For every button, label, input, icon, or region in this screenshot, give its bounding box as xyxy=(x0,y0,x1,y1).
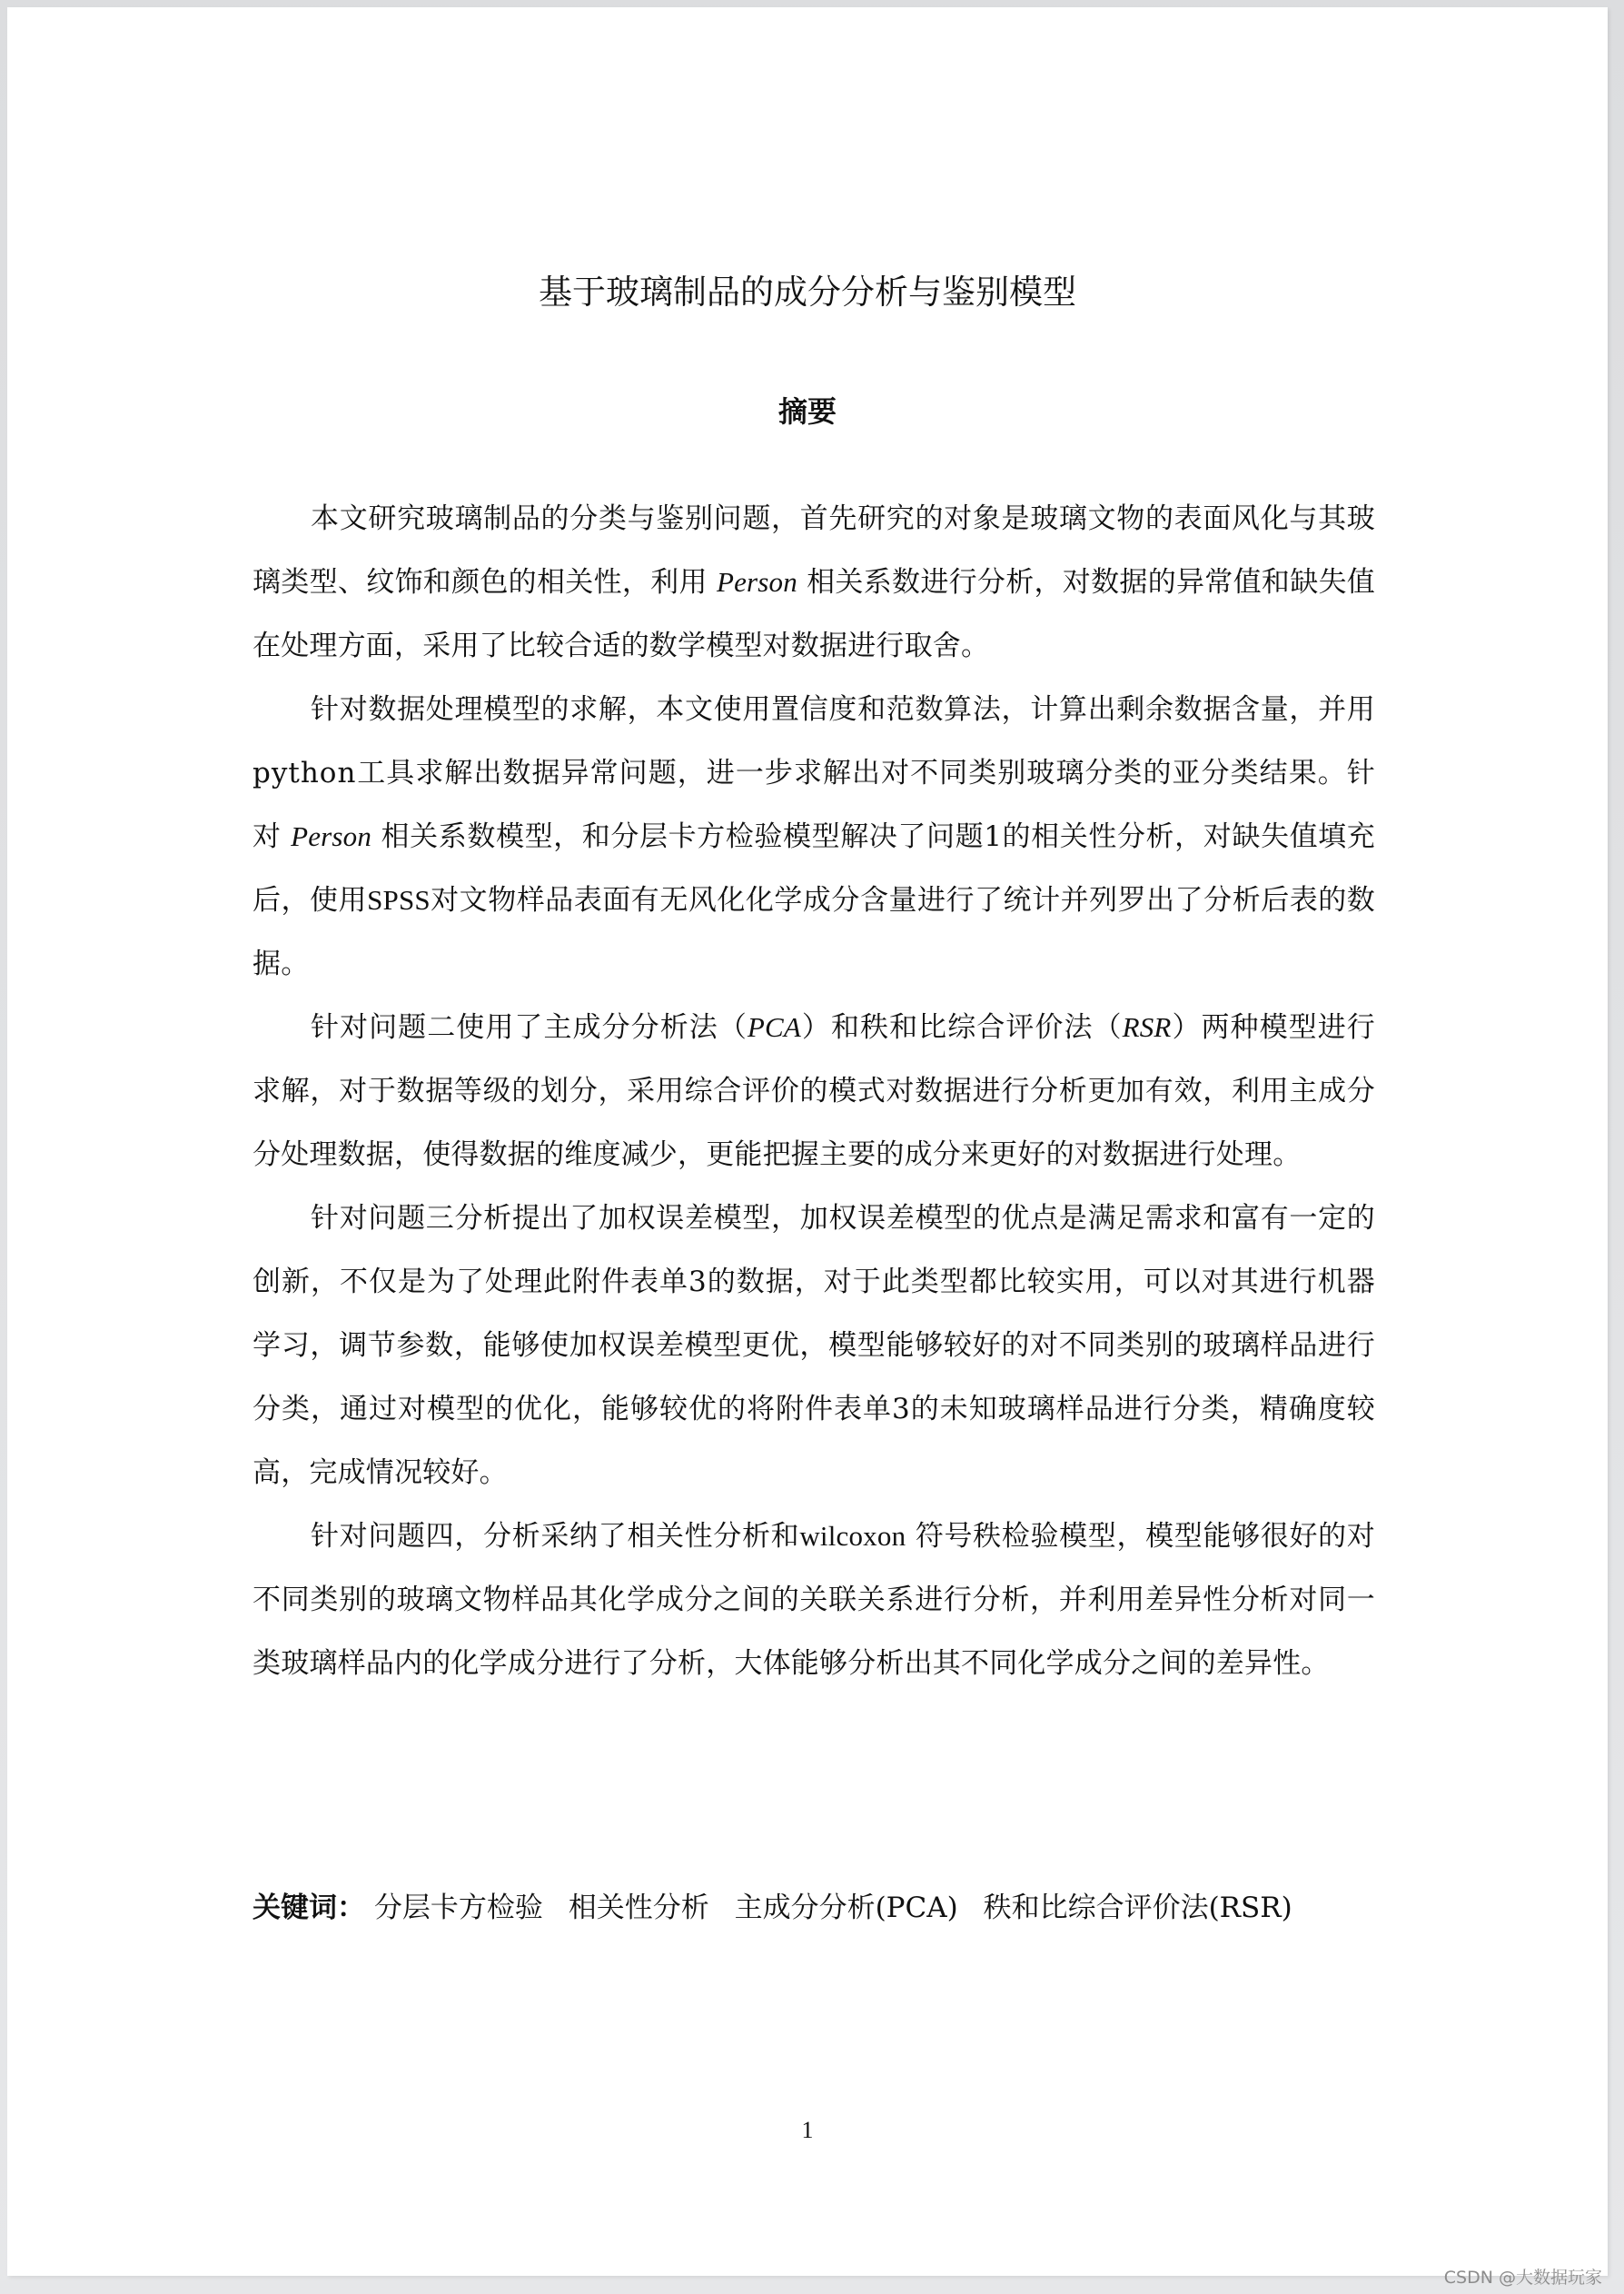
text-run: ）两种模型进行求解，对于数据等级的划分，采用综合评价的模式对数据进行分析更加有效，利用主成分分处理数据，使得数据的维度减少，更能把握主要的成分来更好的对数据进行处理。 xyxy=(253,1011,1375,1171)
text-run: 针对问题三分析提出了加权误差模型，加权误差模型的优点是满足需求和富有一定的创新，不仅是为了处理此附件表单3的数据，对于此类型都比较实用，可以对其进行机器学习，调节参数，能够使加权误差模型更优，模型能够较好的对不同类别的玻璃样品进行分类，通过对模型的优化，能够较优的将附件表单3的未知玻璃样品进行分类，精确度较高，完成情况较好。 xyxy=(253,1202,1375,1489)
page-number: 1 xyxy=(801,2117,814,2143)
text-run: RSR xyxy=(1122,1011,1172,1043)
keyword-item: 相关性分析 xyxy=(568,1892,709,1924)
text-run: 相关系数模型，和分层卡方检验模型解决了问题1的相关性分析，对缺失值填充后，使用 xyxy=(253,820,1375,917)
abstract-paragraph xyxy=(253,1187,1375,1505)
text-run: 针对数据处理模型的求解，本文使用置信度和范数算法，计算出剩余数据含量，并用 xyxy=(311,693,1375,726)
abstract-paragraph xyxy=(253,678,1375,996)
keywords-line xyxy=(253,1882,1397,1933)
document-page xyxy=(7,7,1608,2276)
abstract-paragraph xyxy=(253,487,1375,678)
text-run: 对文物样品表面有无风化化学成分含量进行了统计并列罗出了分析后表的数据。 xyxy=(253,884,1375,980)
text-run: Person xyxy=(716,566,797,598)
keyword-item: 秩和比综合评价法(RSR) xyxy=(983,1892,1292,1924)
abstract-heading: 摘要 xyxy=(777,394,837,429)
text-run: PCA xyxy=(747,1011,802,1043)
text-run: 工具求解出数据异常问题，进一步求解出对不同类别玻璃分类的亚分类结果。针对 xyxy=(253,757,1375,853)
text-run: ）和秩和比综合评价法（ xyxy=(801,1011,1123,1044)
paper-title: 基于玻璃制品的成分分析与鉴别模型 xyxy=(539,273,1076,312)
text-run: Person xyxy=(291,820,372,852)
text-run: python xyxy=(253,757,357,789)
text-run: 针对问题四，分析采纳了相关性分析和 xyxy=(311,1520,800,1553)
csdn-watermark: CSDN @大数据玩家 xyxy=(1443,2268,1602,2288)
text-run: wilcoxon xyxy=(799,1520,906,1552)
keyword-item: 分层卡方检验 xyxy=(373,1892,543,1924)
abstract-body xyxy=(253,487,1375,1695)
text-run: 相关系数进行分析，对数据的异常值和缺失值在处理方面，采用了比较合适的数学模型对数据进行取舍。 xyxy=(253,566,1375,662)
abstract-paragraph xyxy=(253,1505,1375,1695)
text-run: SPSS xyxy=(367,884,431,916)
keywords-label: 关键词： xyxy=(253,1892,365,1924)
text-run: 符号秩检验模型，模型能够很好的对不同类别的玻璃文物样品其化学成分之间的关联关系进行分析，并利用差异性分析对同一类玻璃样品内的化学成分进行了分析，大体能够分析出其不同化学成分之间的差异性。 xyxy=(253,1520,1375,1680)
text-run: 本文研究玻璃制品的分类与鉴别问题，首先研究的对象是玻璃文物的表面风化与其玻璃类型、纹饰和颜色的相关性，利用 xyxy=(253,502,1375,599)
abstract-paragraph xyxy=(253,996,1375,1187)
keyword-item: 主成分分析(PCA) xyxy=(734,1892,958,1924)
text-run: 针对问题二使用了主成分分析法（ xyxy=(311,1011,748,1044)
